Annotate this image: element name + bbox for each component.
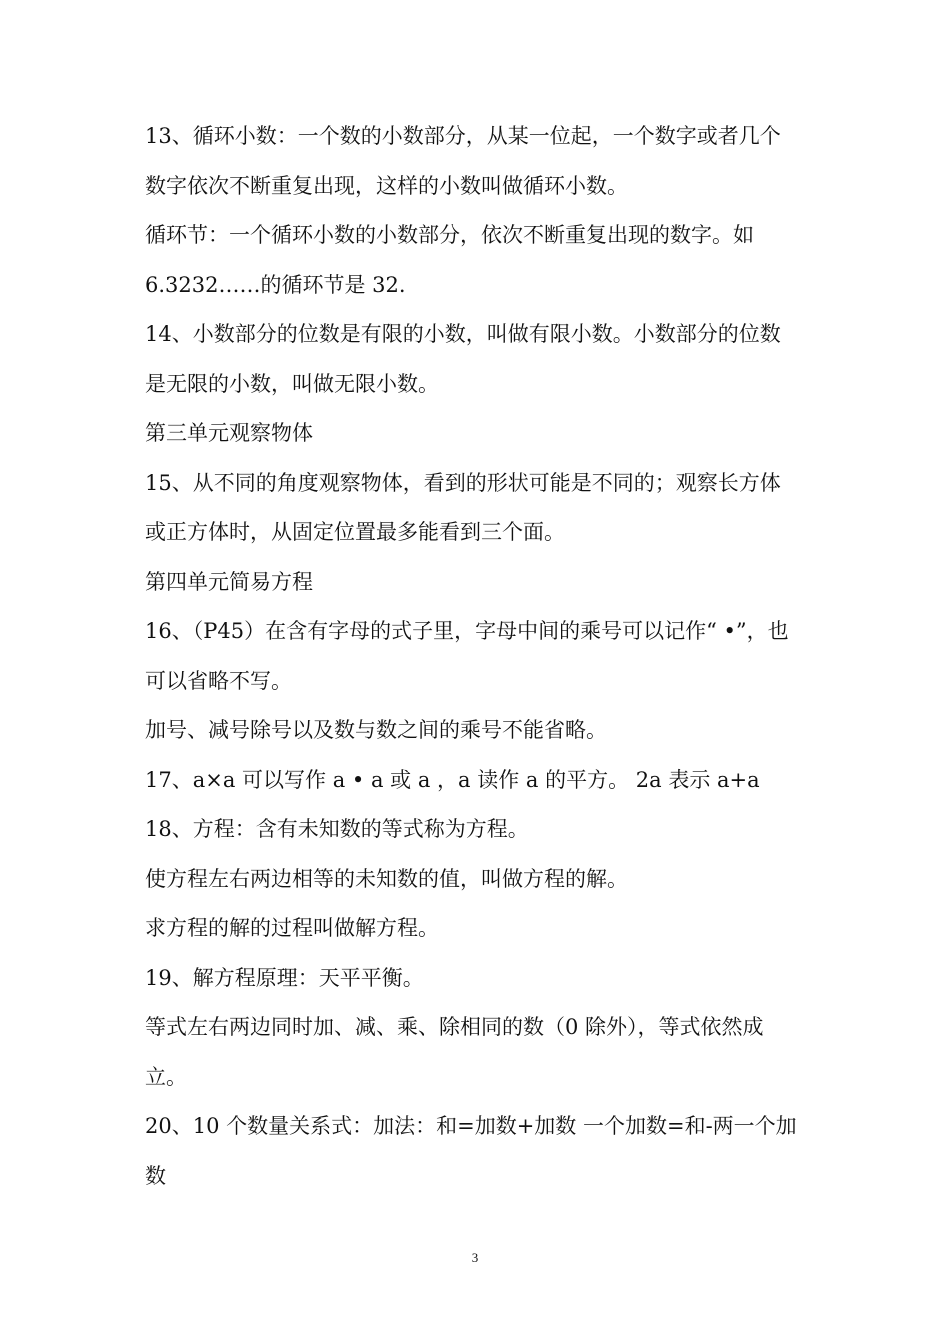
text-line: 求方程的解的过程叫做解方程。 [145,916,439,940]
text-line: 17、a×a 可以写作 a • a 或 a ，a 读作 a 的平方。 2a 表示 a+a [145,767,760,792]
text-line: 立。 [145,1064,187,1089]
page-content [145,112,810,1201]
text-line: 19、解方程原理：天平平衡。 [145,965,424,990]
text-line: 数字依次不断重复出现，这样的小数叫做循环小数。 [145,173,628,198]
text-line: 13、循环小数：一个数的小数部分，从某一位起，一个数字或者几个 [145,124,781,148]
section-heading: 第四单元简易方程 [145,569,313,594]
text-line: 6.3232……的循环节是 32. [145,272,406,297]
text-line: 数 [145,1163,166,1188]
text-line: 等式左右两边同时加、减、乘、除相同的数（0 除外），等式依然成 [145,1015,764,1039]
text-line: 或正方体时，从固定位置最多能看到三个面。 [145,520,565,544]
text-line: 14、小数部分的位数是有限的小数，叫做有限小数。小数部分的位数 [145,322,781,346]
text-line: 循环节：一个循环小数的小数部分，依次不断重复出现的数字。如 [145,223,754,247]
text-line: 使方程左右两边相等的未知数的值，叫做方程的解。 [145,866,628,891]
text-line: 20、10 个数量关系式：加法：和=加数+加数 一个加数=和-两一个加 [145,1114,797,1138]
text-line: 15、从不同的角度观察物体，看到的形状可能是不同的；观察长方体 [145,470,781,495]
text-line: 16、（P45）在含有字母的式子里，字母中间的乘号可以记作“ •”，也 [145,619,789,643]
page-number: 3 [471,1250,479,1265]
text-line: 18、方程：含有未知数的等式称为方程。 [145,817,529,841]
text-line: 可以省略不写。 [145,668,292,693]
section-heading: 第三单元观察物体 [145,421,313,445]
text-line: 加号、减号除号以及数与数之间的乘号不能省略。 [145,718,607,742]
text-line: 是无限的小数，叫做无限小数。 [145,371,439,396]
